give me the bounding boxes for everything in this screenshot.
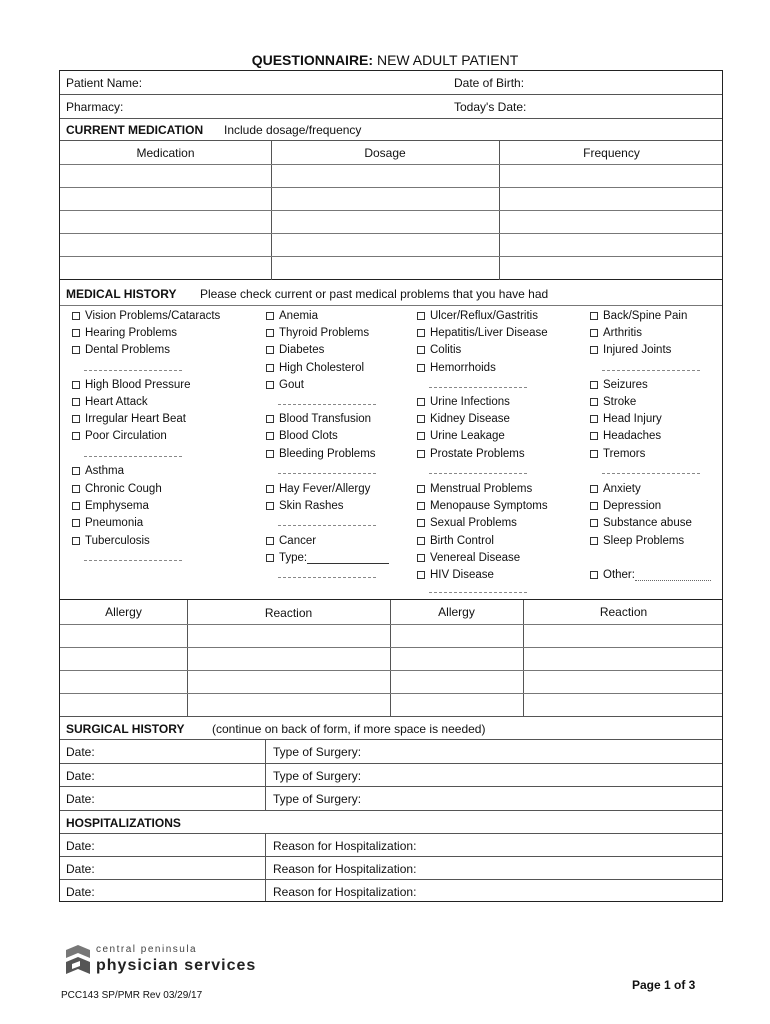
medication-row-line [60, 210, 722, 211]
checkbox-icon[interactable] [417, 432, 425, 440]
condition-hay-fever-allergy[interactable]: Hay Fever/Allergy [266, 483, 370, 495]
condition-head-injury[interactable]: Head Injury [590, 413, 662, 425]
checkbox-icon[interactable] [417, 485, 425, 493]
surgery-row [60, 740, 722, 764]
condition-blood-transfusion[interactable]: Blood Transfusion [266, 413, 371, 425]
checkbox-icon[interactable] [266, 554, 274, 562]
surgery-row [60, 764, 722, 787]
allergy-col-header: Allergy [438, 605, 475, 619]
checkbox-icon[interactable] [417, 329, 425, 337]
checkbox-icon[interactable] [590, 346, 598, 354]
reaction-col-header: Reaction [264, 606, 313, 620]
surgical-history-heading: SURGICAL HISTORY [66, 722, 185, 736]
condition-hearing-problems[interactable]: Hearing Problems [72, 327, 177, 339]
checkbox-icon[interactable] [590, 571, 598, 579]
condition-ulcer-reflux[interactable]: Ulcer/Reflux/Gastritis [417, 310, 538, 322]
frequency-col-header: Frequency [583, 146, 640, 160]
allergy-row-line [60, 670, 722, 671]
checkbox-icon[interactable] [266, 502, 274, 510]
condition-sleep-problems[interactable]: Sleep Problems [590, 535, 684, 547]
surgery-date-label: Date: [66, 745, 95, 759]
patient-name-row [60, 71, 722, 95]
condition-tuberculosis[interactable]: Tuberculosis [72, 535, 150, 547]
surgery-date-label: Date: [66, 769, 95, 783]
surgery-type-label: Type of Surgery: [273, 745, 362, 759]
title-rest: NEW ADULT PATIENT [373, 52, 519, 68]
checkbox-icon[interactable] [266, 381, 274, 389]
checkbox-icon[interactable] [266, 450, 274, 458]
medication-heading-row [60, 119, 722, 141]
logo-tagline: central peninsula [96, 944, 198, 955]
checkbox-icon[interactable] [417, 415, 425, 423]
group-separator [278, 473, 376, 474]
group-separator [84, 370, 182, 371]
logo-wordmark: physician services [96, 957, 257, 974]
checkbox-icon[interactable] [72, 502, 80, 510]
checkbox-icon[interactable] [417, 502, 425, 510]
checkbox-icon[interactable] [72, 537, 80, 545]
condition-menstrual-problems[interactable]: Menstrual Problems [417, 483, 532, 495]
condition-cancer-type[interactable]: Type: [266, 552, 389, 564]
allergy-col-divider [523, 600, 524, 717]
title-bold: QUESTIONNAIRE: [251, 52, 374, 68]
dob-label: Date of Birth: [454, 76, 525, 90]
checkbox-icon[interactable] [72, 312, 80, 320]
condition-arthritis[interactable]: Arthritis [590, 327, 642, 339]
group-separator [84, 560, 182, 561]
allergy-row-line [60, 693, 722, 694]
condition-dental-problems[interactable]: Dental Problems [72, 344, 170, 356]
condition-high-cholesterol[interactable]: High Cholesterol [266, 362, 364, 374]
checkbox-icon[interactable] [417, 312, 425, 320]
condition-chronic-cough[interactable]: Chronic Cough [72, 483, 162, 495]
checkbox-icon[interactable] [590, 485, 598, 493]
condition-stroke[interactable]: Stroke [590, 396, 636, 408]
surgery-type-label: Type of Surgery: [273, 792, 362, 806]
hospitalization-col-divider [265, 834, 266, 857]
checkbox-icon[interactable] [590, 398, 598, 406]
medication-note: Include dosage/frequency [224, 123, 362, 137]
checkbox-icon[interactable] [417, 398, 425, 406]
checkbox-icon[interactable] [417, 554, 425, 562]
checkbox-icon[interactable] [72, 346, 80, 354]
checkbox-icon[interactable] [590, 537, 598, 545]
allergy-col-divider [187, 600, 188, 717]
hospitalizations-heading-row [60, 811, 722, 834]
condition-thyroid-problems[interactable]: Thyroid Problems [266, 327, 369, 339]
condition-irregular-heart-beat[interactable]: Irregular Heart Beat [72, 413, 186, 425]
group-separator [602, 370, 700, 371]
form-code: PCC143 SP/PMR Rev 03/29/17 [61, 990, 203, 1001]
checkbox-icon[interactable] [590, 381, 598, 389]
group-separator [429, 387, 527, 388]
hospitalization-col-divider [265, 857, 266, 880]
checkbox-icon[interactable] [590, 450, 598, 458]
hospitalization-reason-label: Reason for Hospitalization: [273, 885, 417, 899]
checkbox-icon[interactable] [72, 381, 80, 389]
group-separator [84, 456, 182, 457]
condition-other[interactable]: Other: [590, 569, 711, 581]
questionnaire-form [59, 70, 723, 902]
checkbox-icon[interactable] [266, 432, 274, 440]
checkbox-icon[interactable] [266, 537, 274, 545]
reaction-col-header: Reaction [599, 605, 648, 619]
medication-col-header: Medication [136, 146, 195, 160]
surgery-col-divider [265, 764, 266, 787]
condition-heart-attack[interactable]: Heart Attack [72, 396, 148, 408]
group-separator [278, 525, 376, 526]
surgery-date-label: Date: [66, 792, 95, 806]
medical-history-heading: MEDICAL HISTORY [66, 287, 177, 301]
checkbox-icon[interactable] [266, 364, 274, 372]
allergy-row-line [60, 624, 722, 625]
condition-birth-control[interactable]: Birth Control [417, 535, 494, 547]
form-title [0, 52, 770, 68]
hospitalization-date-label: Date: [66, 885, 95, 899]
condition-kidney-disease[interactable]: Kidney Disease [417, 413, 510, 425]
checkbox-icon[interactable] [417, 519, 425, 527]
allergy-table [60, 600, 722, 717]
checkbox-icon[interactable] [590, 415, 598, 423]
checkbox-icon[interactable] [72, 467, 80, 475]
allergy-col-header: Allergy [105, 605, 142, 619]
medication-row-line [60, 187, 722, 188]
medication-row-line [60, 233, 722, 234]
pharmacy-label: Pharmacy: [66, 100, 124, 114]
condition-menopause-symptoms[interactable]: Menopause Symptoms [417, 500, 548, 512]
checkbox-icon[interactable] [72, 432, 80, 440]
checkbox-icon[interactable] [590, 432, 598, 440]
dosage-col-header: Dosage [364, 146, 406, 160]
page-number: Page 1 of 3 [632, 978, 696, 992]
hospitalization-row [60, 857, 722, 880]
medication-row-line [60, 164, 722, 165]
patient-name-label: Patient Name: [66, 76, 143, 90]
condition-bleeding-problems[interactable]: Bleeding Problems [266, 448, 376, 460]
group-separator [602, 473, 700, 474]
hospitalization-reason-label: Reason for Hospitalization: [273, 862, 417, 876]
surgery-col-divider [265, 787, 266, 811]
checkbox-icon[interactable] [266, 346, 274, 354]
surgery-type-label: Type of Surgery: [273, 769, 362, 783]
checkbox-icon[interactable] [72, 485, 80, 493]
condition-headaches[interactable]: Headaches [590, 430, 661, 442]
hospitalization-row [60, 834, 722, 857]
medical-history-section [60, 280, 722, 600]
surgery-col-divider [265, 740, 266, 764]
condition-urine-leakage[interactable]: Urine Leakage [417, 430, 505, 442]
condition-diabetes[interactable]: Diabetes [266, 344, 324, 356]
condition-depression[interactable]: Depression [590, 500, 661, 512]
checkbox-icon[interactable] [590, 329, 598, 337]
checkbox-icon[interactable] [266, 415, 274, 423]
condition-poor-circulation[interactable]: Poor Circulation [72, 430, 167, 442]
checkbox-icon[interactable] [72, 519, 80, 527]
condition-hepatitis[interactable]: Hepatitis/Liver Disease [417, 327, 548, 339]
pharmacy-row [60, 95, 722, 119]
condition-urine-infections[interactable]: Urine Infections [417, 396, 510, 408]
group-separator [278, 404, 376, 405]
checkbox-icon[interactable] [590, 519, 598, 527]
surgical-history-note: (continue on back of form, if more space is needed) [212, 722, 486, 736]
checkbox-icon[interactable] [72, 329, 80, 337]
cancer-type-input[interactable] [307, 552, 389, 564]
condition-anemia[interactable]: Anemia [266, 310, 318, 322]
group-separator [429, 592, 527, 593]
condition-back-spine-pain[interactable]: Back/Spine Pain [590, 310, 687, 322]
hospitalization-date-label: Date: [66, 839, 95, 853]
condition-high-blood-pressure[interactable]: High Blood Pressure [72, 379, 190, 391]
allergy-row-line [60, 647, 722, 648]
checkbox-icon[interactable] [417, 450, 425, 458]
checkbox-icon[interactable] [417, 537, 425, 545]
condition-substance-abuse[interactable]: Substance abuse [590, 517, 692, 529]
condition-anxiety[interactable]: Anxiety [590, 483, 641, 495]
condition-emphysema[interactable]: Emphysema [72, 500, 149, 512]
condition-pneumonia[interactable]: Pneumonia [72, 517, 143, 529]
condition-tremors[interactable]: Tremors [590, 448, 645, 460]
logo-mark-icon [64, 944, 92, 978]
hospitalizations-heading: HOSPITALIZATIONS [66, 816, 181, 830]
surgical-history-heading-row [60, 717, 722, 740]
other-condition-input[interactable] [635, 569, 711, 581]
checkbox-icon[interactable] [590, 312, 598, 320]
condition-sexual-problems[interactable]: Sexual Problems [417, 517, 517, 529]
hospitalization-reason-label: Reason for Hospitalization: [273, 839, 417, 853]
medication-table [60, 141, 722, 280]
medication-row-line [60, 256, 722, 257]
condition-seizures[interactable]: Seizures [590, 379, 648, 391]
condition-injured-joints[interactable]: Injured Joints [590, 344, 671, 356]
condition-hemorrhoids[interactable]: Hemorrhoids [417, 362, 496, 374]
checkbox-icon[interactable] [417, 346, 425, 354]
condition-vision-problems[interactable]: Vision Problems/Cataracts [72, 310, 220, 322]
today-date-label: Today's Date: [454, 100, 527, 114]
checkbox-icon[interactable] [266, 329, 274, 337]
condition-colitis[interactable]: Colitis [417, 344, 461, 356]
medical-history-divider [60, 305, 722, 306]
group-separator [429, 473, 527, 474]
checkbox-icon[interactable] [266, 485, 274, 493]
checkbox-icon[interactable] [417, 571, 425, 579]
condition-blood-clots[interactable]: Blood Clots [266, 430, 338, 442]
condition-hiv-disease[interactable]: HIV Disease [417, 569, 494, 581]
checkbox-icon[interactable] [72, 415, 80, 423]
hospitalization-date-label: Date: [66, 862, 95, 876]
surgery-row [60, 787, 722, 811]
condition-cancer[interactable]: Cancer [266, 535, 316, 547]
allergy-col-divider [390, 600, 391, 717]
condition-prostate-problems[interactable]: Prostate Problems [417, 448, 525, 460]
checkbox-icon[interactable] [417, 364, 425, 372]
hospitalization-col-divider [265, 880, 266, 901]
condition-skin-rashes[interactable]: Skin Rashes [266, 500, 344, 512]
checkbox-icon[interactable] [266, 312, 274, 320]
checkbox-icon[interactable] [590, 502, 598, 510]
group-separator [278, 577, 376, 578]
hospitalization-row [60, 880, 722, 901]
practice-logo [64, 944, 274, 980]
condition-gout[interactable]: Gout [266, 379, 304, 391]
medication-heading: CURRENT MEDICATION [66, 123, 204, 137]
checkbox-icon[interactable] [72, 398, 80, 406]
medical-history-note: Please check current or past medical problems that you have had [200, 287, 549, 301]
condition-venereal-disease[interactable]: Venereal Disease [417, 552, 520, 564]
condition-asthma[interactable]: Asthma [72, 465, 124, 477]
